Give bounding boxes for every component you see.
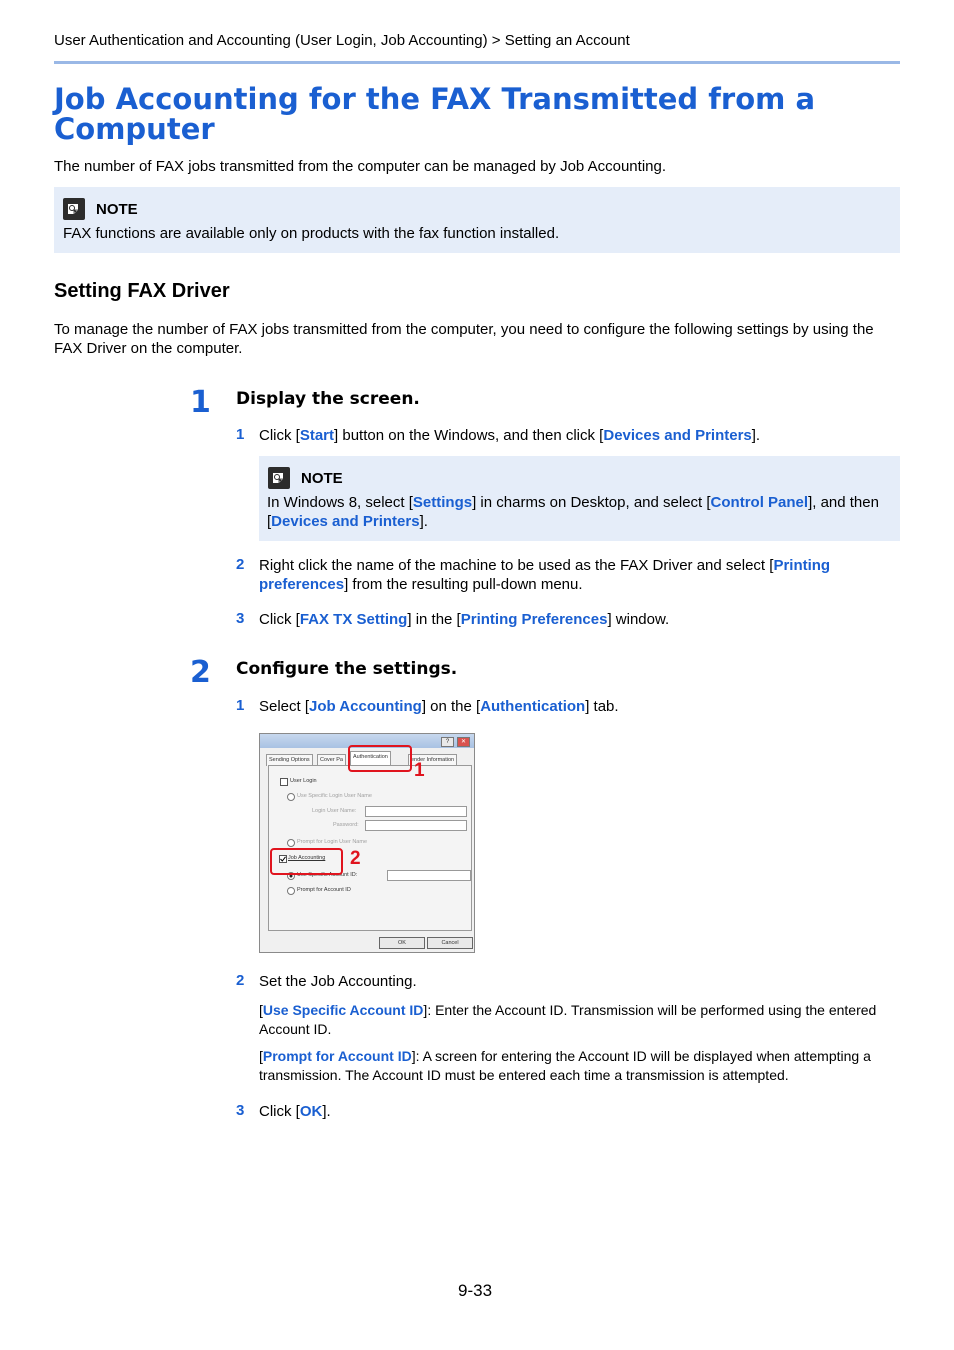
note-label: NOTE xyxy=(301,469,343,487)
prompt-account-radio[interactable] xyxy=(287,887,295,895)
job-accounting-label: Job Accounting xyxy=(288,855,326,861)
step-1-sub-3-text: Click [FAX TX Setting] in the [Printing Preferences] window. xyxy=(259,611,670,628)
step-2-sub-1-text: Select [Job Accounting] on the [Authentication] tab. xyxy=(259,698,619,715)
callout-box-authentication xyxy=(348,745,412,772)
step-1-number: 1 xyxy=(190,385,211,420)
callout-box-job-accounting xyxy=(270,848,343,875)
account-id-input[interactable] xyxy=(387,870,471,881)
login-user-name-label: Login User Name: xyxy=(312,808,357,814)
close-button[interactable]: ✕ xyxy=(457,737,470,747)
option-prompt-for-account: [Prompt for Account ID]: A screen for entering the Account ID will be displayed when attempting a transmission. The Account ID must be entered each time a transmission is attempted. xyxy=(259,1048,871,1083)
step-2-sub-2-number: 2 xyxy=(236,972,245,989)
step-2-sub-2-text: Set the Job Accounting. xyxy=(259,973,417,990)
password-label: Password: xyxy=(333,822,359,828)
user-login-checkbox[interactable] xyxy=(280,778,288,786)
password-input[interactable] xyxy=(365,820,467,831)
use-specific-login-label: Use Specific Login User Name xyxy=(297,793,372,799)
note-text: FAX functions are available only on products with the fax function installed. xyxy=(63,225,560,242)
header-divider xyxy=(54,61,900,64)
step-1-sub-2-text: Right click the name of the machine to be used as the FAX Driver and select [Printing preferences] from the resulting pull-down menu. xyxy=(259,557,831,593)
start-link: Start xyxy=(299,427,335,444)
login-user-name-input[interactable] xyxy=(365,806,467,817)
tab-sender-information[interactable]: ender Information xyxy=(408,754,457,766)
tab-authentication[interactable]: Authentication xyxy=(350,751,391,766)
prompt-account-label: Prompt for Account ID xyxy=(297,887,351,893)
step-2-title: Configure the settings. xyxy=(236,659,458,679)
help-button[interactable]: ? xyxy=(441,737,454,747)
section-heading: Setting FAX Driver xyxy=(54,280,230,302)
tab-sending-options[interactable]: Sending Options xyxy=(266,754,313,766)
breadcrumb: User Authentication and Accounting (User Login, Job Accounting) > Setting an Account xyxy=(54,32,630,49)
callout-number-2: 2 xyxy=(350,848,361,869)
note-box-windows8 xyxy=(259,456,900,541)
step-2-sub-1-number: 1 xyxy=(236,697,245,714)
note-box xyxy=(54,187,900,253)
page-title: Job Accounting for the FAX Transmitted from a Computer xyxy=(54,82,816,146)
step-2-sub-3-text: Click [OK]. xyxy=(259,1103,331,1120)
cancel-button[interactable]: Cancel xyxy=(427,937,473,949)
tab-cover-page[interactable]: Cover Pa xyxy=(317,754,346,766)
section-text: To manage the number of FAX jobs transmitted from the computer, you need to configure the following settings by using the FAX Driver on the computer. xyxy=(54,321,874,357)
user-login-label: User Login xyxy=(290,778,317,784)
use-specific-login-radio[interactable] xyxy=(287,793,295,801)
note-header xyxy=(268,467,343,489)
note-text: In Windows 8, select [Settings] in charms on Desktop, and select [Control Panel], and then [Devices and Printers]. xyxy=(267,494,879,530)
step-1-title: Display the screen. xyxy=(236,389,420,409)
step-1-sub-3-number: 3 xyxy=(236,610,245,627)
step-2-sub-3-number: 3 xyxy=(236,1102,245,1119)
step-1-sub-1-text: Click [Start] button on the Windows, and then click [Devices and Printers]. xyxy=(259,427,761,444)
option-use-specific-account: [Use Specific Account ID]: Enter the Account ID. Transmission will be performed using the entered Account ID. xyxy=(259,1002,877,1037)
intro-text: The number of FAX jobs transmitted from the computer can be managed by Job Accounting. xyxy=(54,158,666,175)
note-icon xyxy=(63,198,85,220)
page-number: 9-33 xyxy=(458,1281,493,1300)
step-1-sub-2-number: 2 xyxy=(236,556,245,573)
devices-printers-link: Devices and Printers xyxy=(603,427,752,444)
note-label: NOTE xyxy=(96,200,138,218)
step-1-sub-1-number: 1 xyxy=(236,426,245,443)
note-header xyxy=(63,198,138,220)
step-2-number: 2 xyxy=(190,655,211,690)
use-specific-account-label: Use Specific Account ID: xyxy=(297,872,358,878)
prompt-login-label: Prompt for Login User Name xyxy=(297,839,367,845)
prompt-login-radio[interactable] xyxy=(287,839,295,847)
note-icon xyxy=(268,467,290,489)
callout-number-1: 1 xyxy=(414,760,425,781)
ok-button[interactable]: OK xyxy=(379,937,425,949)
